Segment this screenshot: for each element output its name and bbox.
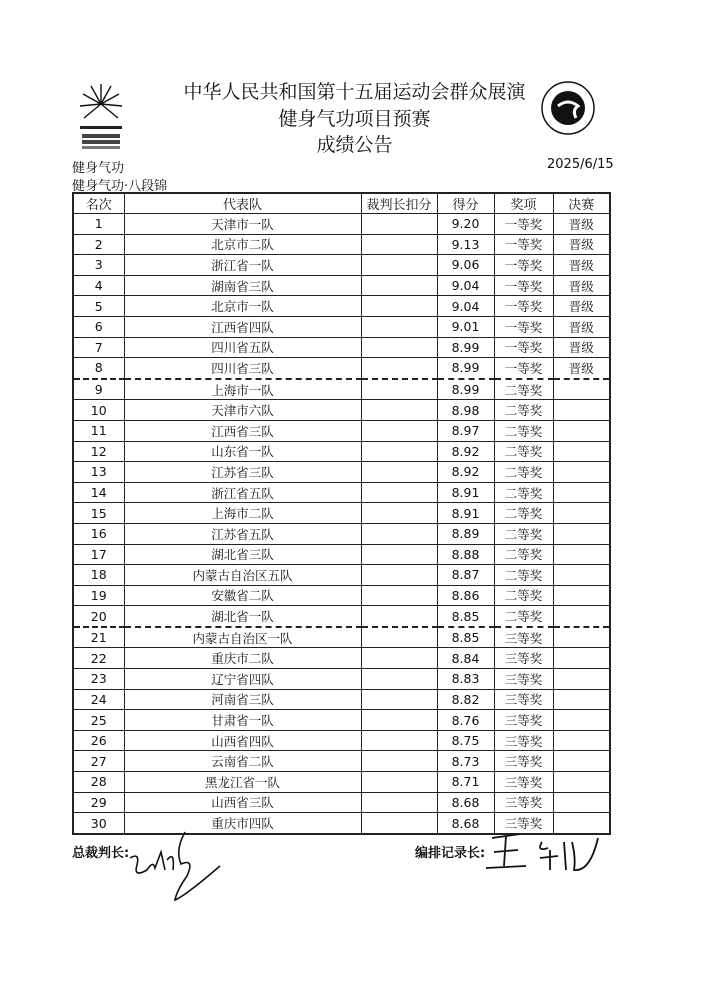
deduction-cell [361, 813, 437, 834]
table-row [73, 565, 610, 586]
event-label: 健身气功·八段锦 [72, 179, 168, 194]
column-header: 名次 [73, 193, 124, 214]
award-cell: 一等奖 [494, 358, 553, 379]
rank-cell: 11 [73, 420, 124, 441]
final-cell: 晋级 [553, 296, 610, 317]
team-cell: 江苏省五队 [124, 523, 361, 544]
award-cell: 二等奖 [494, 606, 553, 627]
table-row [73, 606, 610, 627]
award-cell: 一等奖 [494, 316, 553, 337]
team-cell: 山西省三队 [124, 792, 361, 813]
final-cell [553, 400, 610, 421]
award-cell: 三等奖 [494, 792, 553, 813]
award-cell: 三等奖 [494, 751, 553, 772]
rank-cell: 12 [73, 441, 124, 462]
rank-cell: 8 [73, 358, 124, 379]
score-cell: 9.01 [437, 316, 494, 337]
final-cell: 晋级 [553, 358, 610, 379]
deduction-cell [361, 648, 437, 669]
score-cell: 8.88 [437, 544, 494, 565]
award-cell: 三等奖 [494, 730, 553, 751]
column-header: 奖项 [494, 193, 553, 214]
final-cell [553, 482, 610, 503]
team-cell: 湖北省一队 [124, 606, 361, 627]
score-cell: 8.86 [437, 585, 494, 606]
deduction-cell [361, 751, 437, 772]
table-row [73, 772, 610, 793]
deduction-cell [361, 234, 437, 255]
table-row [73, 420, 610, 441]
deduction-cell [361, 503, 437, 524]
award-cell: 三等奖 [494, 772, 553, 793]
team-cell: 安徽省二队 [124, 585, 361, 606]
sport-label: 健身气功 [72, 161, 125, 176]
final-cell [553, 544, 610, 565]
table-row [73, 462, 610, 483]
final-cell: 晋级 [553, 255, 610, 276]
title-line-1: 中华人民共和国第十五届运动会群众展演 [183, 81, 526, 103]
award-cell: 三等奖 [494, 710, 553, 731]
award-cell: 二等奖 [494, 400, 553, 421]
score-cell: 8.85 [437, 606, 494, 627]
rank-cell: 29 [73, 792, 124, 813]
table-row [73, 669, 610, 690]
score-cell: 8.71 [437, 772, 494, 793]
rank-cell: 21 [73, 627, 124, 648]
deduction-cell [361, 730, 437, 751]
award-cell: 三等奖 [494, 627, 553, 648]
score-cell: 8.98 [437, 400, 494, 421]
final-cell [553, 565, 610, 586]
table-row [73, 730, 610, 751]
team-cell: 湖北省三队 [124, 544, 361, 565]
score-cell: 8.99 [437, 337, 494, 358]
rank-cell: 16 [73, 523, 124, 544]
award-cell: 三等奖 [494, 669, 553, 690]
team-cell: 江苏省三队 [124, 462, 361, 483]
rank-cell: 4 [73, 275, 124, 296]
score-cell: 8.84 [437, 648, 494, 669]
column-header: 决赛 [553, 193, 610, 214]
final-cell [553, 792, 610, 813]
award-cell: 二等奖 [494, 379, 553, 400]
deduction-cell [361, 544, 437, 565]
score-cell: 8.73 [437, 751, 494, 772]
deduction-cell [361, 669, 437, 690]
deduction-cell [361, 379, 437, 400]
table-row [73, 544, 610, 565]
score-cell: 8.89 [437, 523, 494, 544]
deduction-cell [361, 606, 437, 627]
rank-cell: 9 [73, 379, 124, 400]
final-cell [553, 523, 610, 544]
deduction-cell [361, 400, 437, 421]
award-cell: 一等奖 [494, 214, 553, 235]
team-cell: 上海市一队 [124, 379, 361, 400]
final-cell: 晋级 [553, 275, 610, 296]
final-cell: 晋级 [553, 337, 610, 358]
team-cell: 内蒙古自治区五队 [124, 565, 361, 586]
rank-cell: 19 [73, 585, 124, 606]
award-cell: 一等奖 [494, 234, 553, 255]
table-row [73, 648, 610, 669]
rank-cell: 22 [73, 648, 124, 669]
rank-cell: 23 [73, 669, 124, 690]
final-cell [553, 627, 610, 648]
final-cell [553, 379, 610, 400]
final-cell [553, 751, 610, 772]
score-cell: 8.99 [437, 379, 494, 400]
deduction-cell [361, 565, 437, 586]
rank-cell: 6 [73, 316, 124, 337]
title-line-2: 健身气功项目预赛 [278, 108, 431, 130]
results-table [72, 192, 611, 835]
column-header: 得分 [437, 193, 494, 214]
team-cell: 湖南省三队 [124, 275, 361, 296]
award-cell: 二等奖 [494, 441, 553, 462]
deduction-cell [361, 255, 437, 276]
rank-cell: 3 [73, 255, 124, 276]
final-cell [553, 689, 610, 710]
rank-cell: 7 [73, 337, 124, 358]
team-cell: 黑龙江省一队 [124, 772, 361, 793]
table-row [73, 523, 610, 544]
final-cell [553, 585, 610, 606]
rank-cell: 18 [73, 565, 124, 586]
score-cell: 8.83 [437, 669, 494, 690]
award-cell: 三等奖 [494, 648, 553, 669]
score-cell: 9.04 [437, 296, 494, 317]
award-cell: 一等奖 [494, 275, 553, 296]
team-cell: 浙江省一队 [124, 255, 361, 276]
team-cell: 山东省一队 [124, 441, 361, 462]
rank-cell: 17 [73, 544, 124, 565]
chief-referee-label: 总裁判长: [72, 846, 130, 861]
table-row [73, 234, 610, 255]
award-cell: 二等奖 [494, 482, 553, 503]
title-line-3: 成绩公告 [316, 134, 393, 156]
deduction-cell [361, 337, 437, 358]
deduction-cell [361, 482, 437, 503]
score-cell: 9.13 [437, 234, 494, 255]
table-row [73, 379, 610, 400]
score-cell: 9.20 [437, 214, 494, 235]
team-cell: 天津市一队 [124, 214, 361, 235]
final-cell [553, 503, 610, 524]
award-cell: 一等奖 [494, 337, 553, 358]
table-row [73, 337, 610, 358]
recorder-signature [480, 828, 610, 878]
score-cell: 9.06 [437, 255, 494, 276]
team-cell: 内蒙古自治区一队 [124, 627, 361, 648]
score-cell: 8.82 [437, 689, 494, 710]
award-cell: 三等奖 [494, 813, 553, 834]
team-cell: 江西省四队 [124, 316, 361, 337]
table-row [73, 689, 610, 710]
table-row [73, 441, 610, 462]
final-cell [553, 441, 610, 462]
final-cell [553, 772, 610, 793]
rank-cell: 15 [73, 503, 124, 524]
table-row [73, 255, 610, 276]
chief-referee-signature [125, 830, 235, 905]
award-cell: 三等奖 [494, 689, 553, 710]
deduction-cell [361, 358, 437, 379]
rank-cell: 28 [73, 772, 124, 793]
team-cell: 北京市二队 [124, 234, 361, 255]
award-cell: 二等奖 [494, 420, 553, 441]
team-cell: 浙江省五队 [124, 482, 361, 503]
rank-cell: 5 [73, 296, 124, 317]
rank-cell: 26 [73, 730, 124, 751]
score-cell: 9.04 [437, 275, 494, 296]
table-row [73, 627, 610, 648]
deduction-cell [361, 441, 437, 462]
table-header [73, 193, 610, 214]
award-cell: 二等奖 [494, 503, 553, 524]
team-cell: 重庆市二队 [124, 648, 361, 669]
award-cell: 二等奖 [494, 585, 553, 606]
score-cell: 8.92 [437, 462, 494, 483]
score-cell: 8.75 [437, 730, 494, 751]
team-cell: 山西省四队 [124, 730, 361, 751]
rank-cell: 2 [73, 234, 124, 255]
team-cell: 云南省二队 [124, 751, 361, 772]
team-cell: 辽宁省四队 [124, 669, 361, 690]
rank-cell: 27 [73, 751, 124, 772]
table-row [73, 214, 610, 235]
final-cell [553, 606, 610, 627]
team-cell: 河南省三队 [124, 689, 361, 710]
table-row [73, 503, 610, 524]
award-cell: 二等奖 [494, 565, 553, 586]
team-cell: 重庆市四队 [124, 813, 361, 834]
qigong-association-logo-icon [540, 80, 596, 136]
final-cell [553, 730, 610, 751]
deduction-cell [361, 523, 437, 544]
award-cell: 二等奖 [494, 523, 553, 544]
deduction-cell [361, 462, 437, 483]
final-cell [553, 420, 610, 441]
deduction-cell [361, 585, 437, 606]
rank-cell: 10 [73, 400, 124, 421]
rank-cell: 14 [73, 482, 124, 503]
team-cell: 四川省五队 [124, 337, 361, 358]
table-row [73, 792, 610, 813]
table-row [73, 585, 610, 606]
score-cell: 8.92 [437, 441, 494, 462]
recorder-label: 编排记录长: [415, 846, 486, 861]
deduction-cell [361, 772, 437, 793]
score-cell: 8.91 [437, 503, 494, 524]
deduction-cell [361, 792, 437, 813]
deduction-cell [361, 689, 437, 710]
final-cell: 晋级 [553, 234, 610, 255]
table-row [73, 296, 610, 317]
rank-cell: 13 [73, 462, 124, 483]
final-cell [553, 648, 610, 669]
deduction-cell [361, 275, 437, 296]
team-cell: 天津市六队 [124, 400, 361, 421]
rank-cell: 25 [73, 710, 124, 731]
team-cell: 四川省三队 [124, 358, 361, 379]
table-row [73, 400, 610, 421]
deduction-cell [361, 627, 437, 648]
deduction-cell [361, 710, 437, 731]
award-cell: 二等奖 [494, 544, 553, 565]
team-cell: 上海市二队 [124, 503, 361, 524]
award-cell: 一等奖 [494, 296, 553, 317]
team-cell: 北京市一队 [124, 296, 361, 317]
rank-cell: 24 [73, 689, 124, 710]
final-cell [553, 462, 610, 483]
deduction-cell [361, 420, 437, 441]
deduction-cell [361, 316, 437, 337]
date-label: 2025/6/15 [547, 157, 614, 172]
score-cell: 8.87 [437, 565, 494, 586]
rank-cell: 20 [73, 606, 124, 627]
final-cell: 晋级 [553, 214, 610, 235]
deduction-cell [361, 214, 437, 235]
final-cell [553, 669, 610, 690]
award-cell: 二等奖 [494, 462, 553, 483]
award-cell: 一等奖 [494, 255, 553, 276]
final-cell: 晋级 [553, 316, 610, 337]
score-cell: 8.85 [437, 627, 494, 648]
rank-cell: 1 [73, 214, 124, 235]
score-cell: 8.97 [437, 420, 494, 441]
team-cell: 甘肃省一队 [124, 710, 361, 731]
rank-cell: 30 [73, 813, 124, 834]
table-row [73, 316, 610, 337]
table-row [73, 751, 610, 772]
column-header: 裁判长扣分 [361, 193, 437, 214]
score-cell: 8.91 [437, 482, 494, 503]
table-row [73, 275, 610, 296]
table-row [73, 482, 610, 503]
table-row [73, 358, 610, 379]
team-cell: 江西省三队 [124, 420, 361, 441]
score-cell: 8.68 [437, 813, 494, 834]
deduction-cell [361, 296, 437, 317]
score-cell: 8.99 [437, 358, 494, 379]
score-cell: 8.76 [437, 710, 494, 731]
final-cell [553, 710, 610, 731]
column-header: 代表队 [124, 193, 361, 214]
table-row [73, 710, 610, 731]
score-cell: 8.68 [437, 792, 494, 813]
